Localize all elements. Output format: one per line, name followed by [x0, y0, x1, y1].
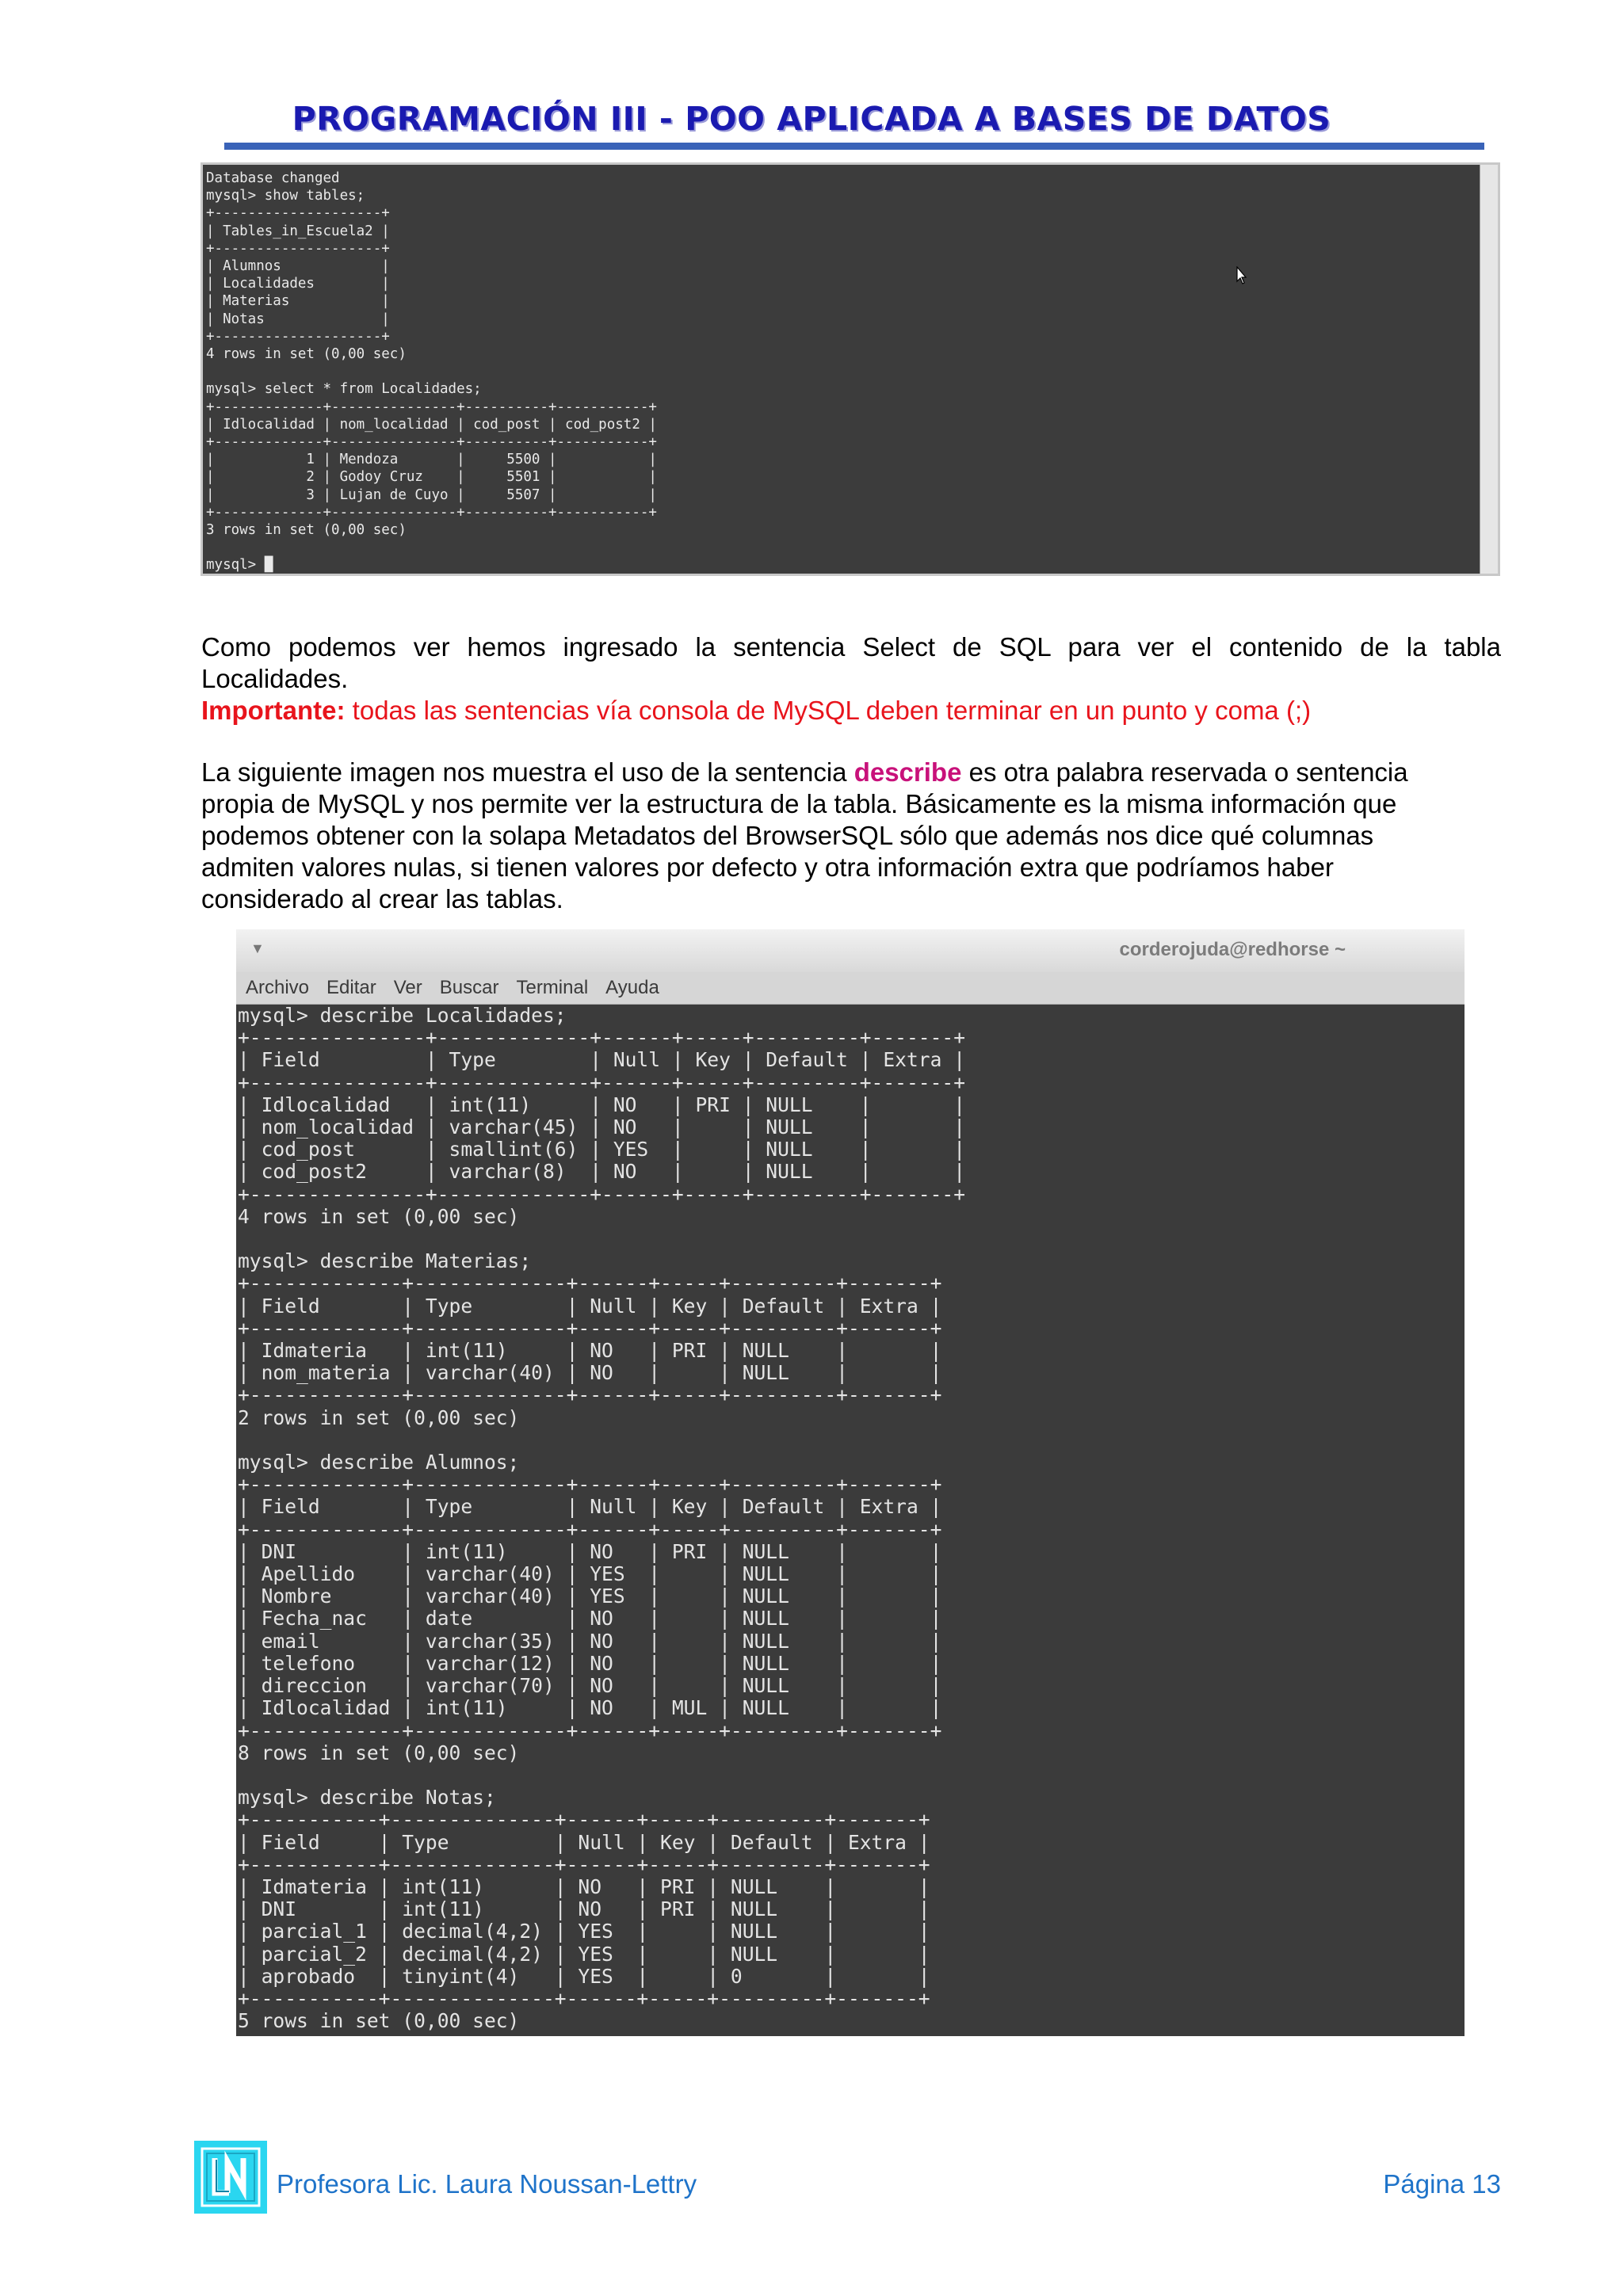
terminal-menubar — [236, 972, 1465, 1005]
paragraph-describe-line1 — [201, 757, 1501, 788]
paragraph-select-line1: Como podemos ver hemos ingresado la sentencia Select de SQL para ver el contenido de la tabla — [201, 632, 1501, 662]
terminal-screenshot-describe — [236, 929, 1465, 2036]
terminal-body — [236, 1005, 965, 2032]
terminal-screenshot-show-tables — [200, 162, 1500, 576]
menu-terminal[interactable]: Terminal — [516, 977, 589, 998]
terminal-output: mysql> describe Localidades; +---------------+-------------+------+-----+---------+-------+ | Field | Type | Null | Key | Default | Extra | +---------------+-------------+------+-----+---------+-------+ | Idlocalidad | int(11) | NO | PRI | NULL | | | nom_localidad | varchar(45) | NO | | NULL | | | cod_post | smallint(6) | YES | | NULL | | | cod_post2 | varchar(8) | NO | | NULL | | +---------------+-------------+------+-----+---------+-------+ 4 rows in set (0,00 sec) mysql> describe Materias; +-------------+-------------+------+-----+---------+-------+ | Field | Type | Null | Key | Default | Extra | +-------------+-------------+------+-----+---------+-------+ | Idmateria | int(11) | NO | PRI | NULL | | | nom_materia | varchar(40) | NO | | NULL | | +-------------+-------------+------+-----+---------+-------+ 2 rows in set (0,00 sec) mysql> describe Alumnos; +-------------+-------------+------+-----+---------+-------+ | Field | Type | Null | Key | Default | Extra | +-------------+-------------+------+-----+---------+-------+ | DNI | int(11) | NO | PRI | NULL | | | Apellido | varchar(40) | YES | | NULL | | | Nombre | varchar(40) | YES | | NULL | | | Fecha_nac | date | NO | | NULL | | | email | varchar(35) | NO | | NULL | | | telefono | varchar(12) | NO | | NULL | | | direccion | varchar(70) | NO | | NULL | | | Idlocalidad | int(11) | NO | MUL | NULL | | +-------------+-------------+------+-----+---------+-------+ 8 rows in set (0,00 sec) mysql> describe Notas; +-----------+--------------+------+-----+---------+-------+ | Field | Type | Null | Key | Default | Extra | +-----------+--------------+------+-----+---------+-------+ | Idmateria | int(11) | NO | PRI | NULL | | | DNI | int(11) | NO | PRI | NULL | | | parcial_1 | decimal(4,2) | YES | | NULL | | | parcial_2 | decimal(4,2) | YES | | NULL | | | aprobado | tinyint(4) | YES | | 0 | | +-----------+--------------+------+-----+---------+-------+ 5 rows in set (0,00 sec) — [238, 1004, 966, 2033]
describe-text-after: es otra palabra reservada o sentencia — [961, 757, 1408, 787]
author-logo — [194, 2141, 267, 2214]
menu-ayuda[interactable]: Ayuda — [605, 977, 659, 998]
paragraph-describe-line2: propia de MySQL y nos permite ver la estructura de la tabla. Básicamente es la misma información que — [201, 789, 1397, 818]
paragraph-describe-line3: podemos obtener con la solapa Metadatos del BrowserSQL sólo que además nos dice qué columnas — [201, 821, 1374, 850]
important-text: todas las sentencias vía consola de MySQL deben terminar en un punto y coma (;) — [345, 696, 1312, 725]
menu-archivo[interactable]: Archivo — [246, 977, 310, 998]
terminal-scrollbar — [1480, 165, 1498, 574]
paragraph-select-line2: Localidades. — [201, 664, 349, 693]
header-divider — [224, 143, 1484, 150]
describe-keyword: describe — [854, 757, 962, 787]
menu-ver[interactable]: Ver — [393, 977, 422, 998]
menu-editar[interactable]: Editar — [327, 977, 376, 998]
terminal-output: Database changed mysql> show tables; +--------------------+ | Tables_in_Escuela2 | +--------------------+ | Alumnos | | Localidades | | Materias | | Notas | +--------------------+ 4 rows in set (0,00 sec) mysql> select * from Localidades; +-------------+---------------+----------+-----------+ | Idlocalidad | nom_localidad | cod_post | cod_post2 | +-------------+---------------+----------+-----------+ | 1 | Mendoza | 5500 | | | 2 | Godoy Cruz | 5501 | | | 3 | Lujan de Cuyo | 5507 | | +-------------+---------------+----------+-----------+ 3 rows in set (0,00 sec) mysql> █ — [206, 170, 657, 574]
describe-text-before: La siguiente imagen nos muestra el uso de la sentencia — [201, 757, 854, 787]
footer-page-number: Página 13 — [1383, 2169, 1501, 2199]
window-menu-arrow-icon[interactable]: ▼ — [250, 940, 265, 956]
terminal-window-title: corderojuda@redhorse ~ — [1119, 939, 1346, 960]
menu-buscar[interactable]: Buscar — [439, 977, 499, 998]
important-note — [201, 695, 1501, 727]
footer-author: Profesora Lic. Laura Noussan-Lettry — [277, 2169, 697, 2199]
terminal-titlebar — [236, 929, 1465, 973]
page-header-title: PROGRAMACIÓN III - POO APLICADA A BASES DE DATOS — [292, 100, 1331, 138]
paragraph-describe-line5: considerado al crear las tablas. — [201, 884, 563, 913]
important-label: Importante: — [201, 696, 346, 725]
mouse-pointer-icon — [1236, 266, 1247, 285]
paragraph-describe-line4: admiten valores nulas, si tienen valores por defecto y otra información extra que podríamos haber — [201, 852, 1334, 882]
